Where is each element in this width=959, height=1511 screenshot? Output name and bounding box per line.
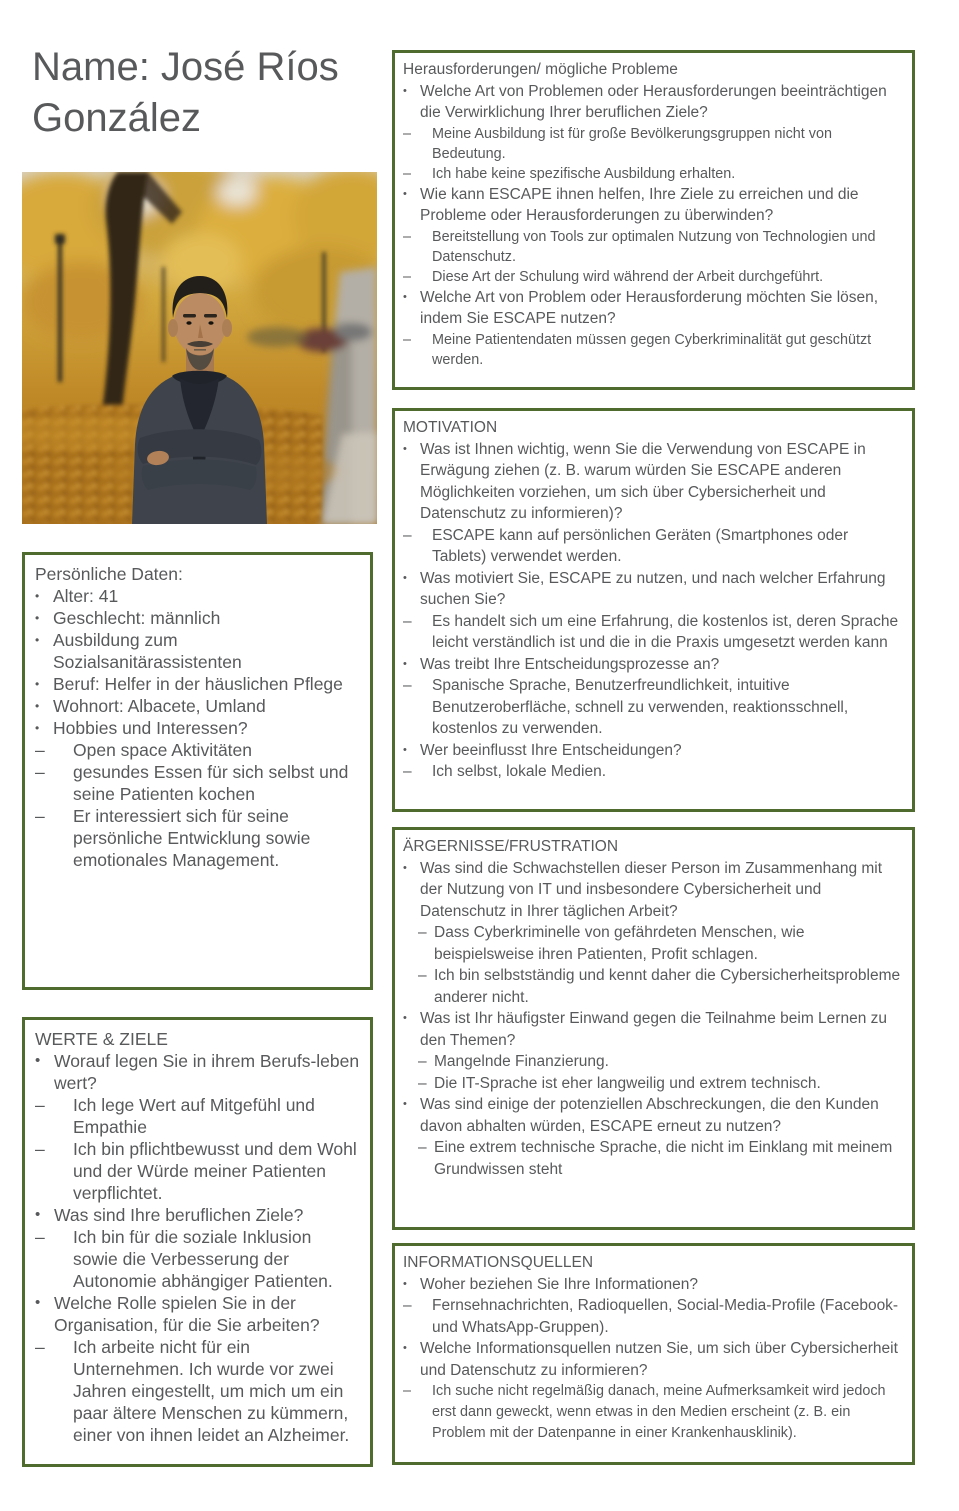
list-item bbox=[403, 761, 904, 783]
list-item-text: Ich bin selbstständig und kennt daher die Cybersicherheitsprobleme anderer nicht. bbox=[434, 967, 901, 1006]
dash-marker: – bbox=[403, 1383, 412, 1399]
dash-marker: – bbox=[418, 1139, 427, 1156]
dash-marker: – bbox=[35, 1227, 45, 1247]
list-item bbox=[403, 525, 904, 568]
bullet-marker: • bbox=[403, 84, 407, 97]
bullet-marker: • bbox=[403, 1098, 407, 1110]
list-item bbox=[403, 1338, 904, 1381]
list-item-text: Diese Art der Schulung wird während der Arbeit durchgeführt. bbox=[432, 268, 824, 285]
list-item bbox=[35, 1226, 360, 1292]
list-item bbox=[35, 717, 360, 739]
list-item-text: Geschlecht: männlich bbox=[53, 608, 221, 628]
challenges-list bbox=[403, 81, 904, 370]
dash-marker: – bbox=[403, 268, 412, 285]
dash-marker: – bbox=[35, 1139, 45, 1159]
box-title: ÄRGERNISSE/FRUSTRATION bbox=[403, 838, 619, 855]
values-goals-box bbox=[22, 1017, 373, 1467]
bullet-marker: • bbox=[35, 1052, 41, 1069]
bullet-marker: • bbox=[403, 861, 407, 874]
list-item bbox=[418, 1051, 904, 1073]
list-item bbox=[35, 761, 360, 805]
list-item bbox=[403, 81, 904, 124]
list-item bbox=[403, 184, 904, 227]
bullet-marker: • bbox=[403, 187, 407, 200]
box-title: Persönliche Daten: bbox=[35, 564, 183, 584]
list-item-text: Worauf legen Sie in ihrem Berufs-leben wert? bbox=[54, 1051, 360, 1093]
list-item bbox=[403, 267, 904, 287]
dash-marker: – bbox=[403, 1297, 412, 1314]
list-item-text: Spanische Sprache, Benutzerfreundlichkeit, intuitive Benutzeroberfläche, schnell zu verwenden, reaktionsschnell, kostenlos zu verwenden. bbox=[432, 677, 849, 737]
dash-marker: – bbox=[403, 677, 412, 694]
list-item bbox=[403, 124, 904, 164]
list-item-text: Ich arbeite nicht für ein Unternehmen. Ich wurde vor zwei Jahren eingestellt, um mich um ein paar ältere Menschen zu kümmern, einer von ihnen leidet an Alzheimer. bbox=[73, 1337, 350, 1445]
dash-marker: – bbox=[35, 1337, 45, 1357]
dash-marker: – bbox=[35, 806, 45, 826]
bullet-marker: • bbox=[403, 657, 407, 670]
list-item-text: Ich selbst, lokale Medien. bbox=[432, 763, 607, 780]
list-item bbox=[403, 1295, 904, 1338]
list-item-text: Ich bin für die soziale Inklusion sowie die Verbesserung der Autonomie abhängiger Patienten. bbox=[73, 1227, 333, 1291]
list-item-text: Was ist Ihnen wichtig, wenn Sie die Verwendung von ESCAPE in Erwägung ziehen (z. B. warum würden Sie ESCAPE anderen Möglichkeiten vorziehen, um sich über Cybersicherheit und Datenschutz zu informieren)? bbox=[420, 440, 866, 522]
list-item bbox=[418, 922, 904, 965]
list-item-text: Wer beeinflusst Ihre Entscheidungen? bbox=[420, 741, 682, 759]
list-item-text: Ich lege Wert auf Mitgefühl und Empathie bbox=[73, 1095, 315, 1137]
bullet-marker: • bbox=[35, 611, 40, 625]
list-item-text: Meine Ausbildung ist für große Bevölkerungsgruppen nicht von Bedeutung. bbox=[432, 125, 832, 162]
bullet-marker: • bbox=[403, 290, 407, 303]
list-item-text: Meine Patientendaten müssen gegen Cyberkriminalität gut geschützt werden. bbox=[432, 331, 872, 368]
motivation-list bbox=[403, 439, 904, 783]
list-item bbox=[35, 607, 360, 629]
list-item-text: Wohnort: Albacete, Umland bbox=[53, 696, 266, 716]
list-item-text: Mangelnde Finanzierung. bbox=[434, 1053, 609, 1070]
dash-marker: – bbox=[35, 762, 45, 782]
bullet-marker: • bbox=[35, 633, 40, 647]
list-item bbox=[403, 1094, 904, 1137]
bullet-marker: • bbox=[403, 442, 407, 455]
list-item bbox=[403, 1274, 904, 1296]
list-item-text: Was ist Ihr häufigster Einwand gegen die Teilnahme beim Lernen zu den Themen? bbox=[420, 1010, 887, 1049]
motivation-box bbox=[392, 408, 915, 812]
bullet-marker: • bbox=[35, 677, 40, 691]
list-item-text: Woher beziehen Sie Ihre Informationen? bbox=[420, 1275, 699, 1293]
list-item bbox=[35, 629, 360, 673]
list-item bbox=[403, 227, 904, 267]
bullet-marker: • bbox=[35, 699, 40, 713]
list-item bbox=[418, 1073, 904, 1095]
persona-photo bbox=[22, 172, 377, 524]
dash-marker: – bbox=[403, 763, 412, 780]
list-item-text: Beruf: Helfer in der häuslichen Pflege bbox=[53, 674, 343, 694]
information-sources-box bbox=[392, 1243, 915, 1465]
list-item-text: Alter: 41 bbox=[53, 586, 119, 606]
bullet-marker: • bbox=[35, 721, 40, 735]
bullet-marker: • bbox=[403, 743, 407, 756]
list-item-text: gesundes Essen für sich selbst und seine Patienten kochen bbox=[73, 762, 349, 804]
dash-marker: – bbox=[418, 1074, 427, 1092]
list-item bbox=[403, 164, 904, 184]
dash-marker: – bbox=[403, 526, 412, 544]
dash-marker: – bbox=[418, 967, 427, 984]
bullet-marker: • bbox=[35, 589, 40, 603]
list-item bbox=[403, 675, 904, 740]
bullet-marker: • bbox=[403, 1277, 407, 1290]
list-item bbox=[418, 1137, 904, 1180]
list-item-text: Was treibt Ihre Entscheidungsprozesse an? bbox=[420, 655, 720, 673]
personal-data-box bbox=[22, 552, 373, 990]
bullet-marker: • bbox=[403, 1012, 407, 1024]
dash-marker: – bbox=[35, 1095, 45, 1115]
list-item-text: Dass Cyberkriminelle von gefährdeten Menschen, wie beispielsweise ihren Patienten, Profit schlagen. bbox=[434, 924, 805, 963]
list-item-text: Ich bin pflichtbewusst und dem Wohl und der Würde meiner Patienten verpflichtet. bbox=[73, 1139, 357, 1203]
list-item bbox=[403, 740, 904, 762]
dash-marker: – bbox=[35, 740, 45, 760]
list-item bbox=[403, 439, 904, 525]
challenges-box bbox=[392, 50, 915, 390]
list-item-text: Was sind Ihre beruflichen Ziele? bbox=[54, 1205, 304, 1225]
box-title: INFORMATIONSQUELLEN bbox=[403, 1254, 594, 1271]
list-item-text: Welche Art von Problemen oder Herausforderungen beeinträchtigen die Verwirklichung Ihrer beruflichen Ziele? bbox=[420, 82, 887, 121]
list-item-text: Was sind einige der potenziellen Abschreckungen, die den Kunden davon abhalten würden, ESCAPE erneut zu nutzen? bbox=[420, 1096, 879, 1135]
list-item-text: Was sind die Schwachstellen dieser Person im Zusammenhang mit der Nutzung von IT und insbesondere Cybersicherheit und Datenschutz in Ihrer täglichen Arbeit? bbox=[420, 859, 883, 920]
information-sources-list bbox=[403, 1274, 904, 1445]
list-item-text: Was motiviert Sie, ESCAPE zu nutzen, und nach welcher Erfahrung suchen Sie? bbox=[420, 569, 886, 608]
dash-marker: – bbox=[403, 125, 412, 142]
list-item-text: Die IT-Sprache ist eher langweilig und extrem technisch. bbox=[434, 1074, 821, 1092]
dash-marker: – bbox=[403, 612, 412, 630]
bullet-marker: • bbox=[35, 1206, 41, 1223]
list-item bbox=[403, 654, 904, 676]
list-item bbox=[403, 611, 904, 654]
personal-data-list bbox=[35, 585, 360, 871]
list-item bbox=[35, 1336, 360, 1446]
list-item-text: Open space Aktivitäten bbox=[73, 740, 252, 760]
list-item-text: Fernsehnachrichten, Radioquellen, Social-Media-Profile (Facebook- und WhatsApp-Gruppen). bbox=[432, 1297, 899, 1336]
list-item-text: Es handelt sich um eine Erfahrung, die kostenlos ist, deren Sprache leicht verständlich ist und die in die Praxis umgesetzt werden kann bbox=[432, 612, 899, 651]
list-item-text: Eine extrem technische Sprache, die nicht im Einklang mit meinem Grundwissen steht bbox=[434, 1139, 893, 1178]
bullet-marker: • bbox=[403, 571, 407, 584]
list-item-text: Er interessiert sich für seine persönliche Entwicklung sowie emotionales Management. bbox=[73, 806, 311, 870]
autumn-park-portrait-illustration bbox=[22, 172, 377, 524]
dash-marker: – bbox=[403, 228, 412, 245]
list-item-text: Ich suche nicht regelmäßig danach, meine Aufmerksamkeit wird jedoch erst dann geweckt, wenn etwas in den Medien erscheint (z. B. ein Problem mit der Datenpanne in einer Krankenhausklinik). bbox=[432, 1383, 886, 1441]
dash-marker: – bbox=[418, 1053, 427, 1070]
list-item bbox=[35, 1292, 360, 1336]
list-item-text: ESCAPE kann auf persönlichen Geräten (Smartphones oder Tablets) verwendet werden. bbox=[432, 526, 849, 565]
list-item bbox=[35, 1138, 360, 1204]
list-item bbox=[403, 568, 904, 611]
dash-marker: – bbox=[403, 331, 412, 348]
bullet-marker: • bbox=[35, 1294, 41, 1311]
frustration-box bbox=[392, 827, 915, 1230]
list-item-text: Welche Informationsquellen nutzen Sie, um sich über Cybersicherheit und Datenschutz zu informieren? bbox=[420, 1340, 898, 1379]
list-item bbox=[35, 805, 360, 871]
list-item bbox=[403, 330, 904, 370]
list-item-text: Ausbildung zum Sozialsanitärassistenten bbox=[53, 630, 242, 672]
list-item-text: Welche Rolle spielen Sie in der Organisation, für die Sie arbeiten? bbox=[54, 1293, 320, 1335]
list-item bbox=[35, 1094, 360, 1138]
box-title: MOTIVATION bbox=[403, 419, 498, 436]
list-item bbox=[403, 1008, 904, 1051]
list-item bbox=[35, 695, 360, 717]
frustration-list bbox=[403, 858, 904, 1181]
list-item-text: Hobbies und Interessen? bbox=[53, 718, 248, 738]
page-title: Name: José Ríos González bbox=[32, 45, 339, 140]
list-item bbox=[35, 585, 360, 607]
list-item bbox=[418, 965, 904, 1008]
list-item-text: Bereitstellung von Tools zur optimalen Nutzung von Technologien und Datenschutz. bbox=[432, 228, 876, 265]
list-item bbox=[35, 1204, 360, 1226]
list-item bbox=[35, 673, 360, 695]
box-title: Herausforderungen/ mögliche Probleme bbox=[403, 61, 678, 78]
list-item bbox=[35, 1050, 360, 1094]
list-item-text: Ich habe keine spezifische Ausbildung erhalten. bbox=[432, 165, 736, 182]
box-title: WERTE & ZIELE bbox=[35, 1029, 168, 1049]
list-item bbox=[403, 287, 904, 330]
dash-marker: – bbox=[418, 924, 427, 941]
list-item bbox=[403, 858, 904, 923]
bullet-marker: • bbox=[403, 1342, 407, 1354]
list-item bbox=[403, 1381, 904, 1444]
list-item bbox=[35, 739, 360, 761]
dash-marker: – bbox=[403, 165, 412, 182]
list-item-text: Wie kann ESCAPE ihnen helfen, Ihre Ziele zu erreichen und die Probleme oder Herausforderungen zu überwinden? bbox=[420, 185, 859, 224]
values-goals-list bbox=[35, 1050, 360, 1446]
list-item-text: Welche Art von Problem oder Herausforderung möchten Sie lösen, indem Sie ESCAPE nutzen? bbox=[420, 288, 879, 327]
